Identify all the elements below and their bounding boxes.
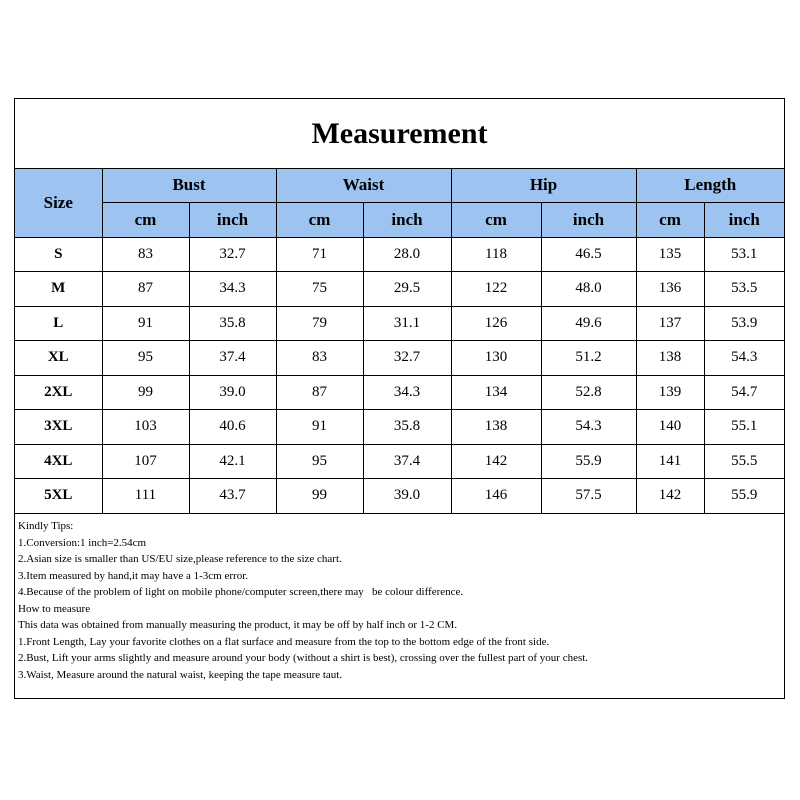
table-cell: 79: [276, 306, 363, 341]
table-cell: 32.7: [363, 341, 451, 376]
tip-line: 2.Bust, Lift your arms slightly and measure around your body (without a shirt is best), crossing over the fullest part of your chest.: [18, 652, 589, 664]
table-cell: 75: [276, 272, 363, 307]
table-cell: 139: [636, 375, 704, 410]
table-cell: 91: [102, 306, 189, 341]
table-cell: 55.9: [704, 479, 784, 514]
size-label: L: [15, 306, 102, 341]
table-cell: 35.8: [189, 306, 276, 341]
table-cell: 111: [102, 479, 189, 514]
table-row: [15, 306, 784, 341]
unit-header-cm: cm: [636, 202, 704, 237]
size-column-header: Size: [15, 169, 102, 237]
table-cell: 83: [276, 341, 363, 376]
size-label: S: [15, 237, 102, 272]
table-cell: 43.7: [189, 479, 276, 514]
table-cell: 55.5: [704, 444, 784, 479]
table-cell: 31.1: [363, 306, 451, 341]
table-cell: 42.1: [189, 444, 276, 479]
table-cell: 99: [276, 479, 363, 514]
table-cell: 134: [451, 375, 541, 410]
table-row: [15, 479, 784, 514]
table-cell: 54.3: [704, 341, 784, 376]
table-row: [15, 375, 784, 410]
waist-header: Waist: [276, 169, 451, 202]
table-cell: 142: [451, 444, 541, 479]
header-row-groups: [15, 169, 784, 202]
unit-header-inch: inch: [704, 202, 784, 237]
tip-line: 3.Waist, Measure around the natural waist, keeping the tape measure taut.: [18, 668, 343, 681]
table-cell: 126: [451, 306, 541, 341]
table-cell: 118: [451, 237, 541, 272]
table-cell: 146: [451, 479, 541, 514]
unit-header-cm: cm: [276, 202, 363, 237]
table-cell: 54.7: [704, 375, 784, 410]
tip-line: 1.Conversion:1 inch=2.54cm: [18, 536, 147, 549]
tip-line: 3.Item measured by hand,it may have a 1-3cm error.: [18, 569, 249, 582]
table-row: [15, 444, 784, 479]
table-cell: 141: [636, 444, 704, 479]
size-label: 4XL: [15, 444, 102, 479]
table-cell: 71: [276, 237, 363, 272]
table-cell: 87: [276, 375, 363, 410]
unit-header-inch: inch: [363, 202, 451, 237]
table-cell: 29.5: [363, 272, 451, 307]
unit-header-inch: inch: [189, 202, 276, 237]
table-cell: 87: [102, 272, 189, 307]
table-row: [15, 341, 784, 376]
table-cell: 83: [102, 237, 189, 272]
table-cell: 53.1: [704, 237, 784, 272]
size-label: M: [15, 272, 102, 307]
size-label: XL: [15, 341, 102, 376]
table-cell: 136: [636, 272, 704, 307]
unit-header-cm: cm: [451, 202, 541, 237]
table-cell: 95: [102, 341, 189, 376]
tip-line: 1.Front Length, Lay your favorite clothes on a flat surface and measure from the top to the bottom edge of the front side.: [18, 635, 550, 648]
table-cell: 35.8: [363, 410, 451, 445]
table-cell: 99: [102, 375, 189, 410]
header-row-units: [15, 202, 784, 237]
table-cell: 49.6: [541, 306, 636, 341]
table-cell: 40.6: [189, 410, 276, 445]
bust-header: Bust: [102, 169, 276, 202]
size-label: 2XL: [15, 375, 102, 410]
tips-section: [18, 518, 778, 683]
table-row: [15, 410, 784, 445]
tip-line: 4.Because of the problem of light on mobile phone/computer screen,there may be colour difference.: [18, 586, 464, 598]
unit-header-inch: inch: [541, 202, 636, 237]
size-label: 5XL: [15, 479, 102, 514]
table-cell: 39.0: [189, 375, 276, 410]
tip-line: How to measure: [18, 602, 91, 615]
table-cell: 138: [636, 341, 704, 376]
table-row: [15, 237, 784, 272]
table-cell: 52.8: [541, 375, 636, 410]
table-cell: 53.9: [704, 306, 784, 341]
table-cell: 138: [451, 410, 541, 445]
table-cell: 46.5: [541, 237, 636, 272]
table-cell: 55.1: [704, 410, 784, 445]
size-table: [15, 169, 784, 514]
table-cell: 32.7: [189, 237, 276, 272]
table-cell: 34.3: [363, 375, 451, 410]
size-label: 3XL: [15, 410, 102, 445]
table-cell: 135: [636, 237, 704, 272]
table-cell: 103: [102, 410, 189, 445]
table-cell: 37.4: [189, 341, 276, 376]
table-cell: 57.5: [541, 479, 636, 514]
measurement-chart: [14, 98, 785, 699]
table-cell: 34.3: [189, 272, 276, 307]
table-cell: 48.0: [541, 272, 636, 307]
table-cell: 39.0: [363, 479, 451, 514]
unit-header-cm: cm: [102, 202, 189, 237]
table-cell: 122: [451, 272, 541, 307]
table-cell: 107: [102, 444, 189, 479]
table-cell: 140: [636, 410, 704, 445]
table-cell: 137: [636, 306, 704, 341]
table-cell: 55.9: [541, 444, 636, 479]
table-cell: 130: [451, 341, 541, 376]
table-cell: 95: [276, 444, 363, 479]
page-title: Measurement: [15, 99, 784, 169]
table-cell: 53.5: [704, 272, 784, 307]
tip-line: Kindly Tips:: [18, 520, 74, 532]
tip-line: 2.Asian size is smaller than US/EU size,please reference to the size chart.: [18, 553, 342, 565]
tip-line: This data was obtained from manually measuring the product, it may be off by half inch or 1-2 CM.: [18, 619, 458, 631]
table-cell: 51.2: [541, 341, 636, 376]
length-header: Length: [636, 169, 784, 202]
table-cell: 91: [276, 410, 363, 445]
table-row: [15, 272, 784, 307]
table-cell: 142: [636, 479, 704, 514]
table-cell: 28.0: [363, 237, 451, 272]
table-cell: 54.3: [541, 410, 636, 445]
hip-header: Hip: [451, 169, 636, 202]
table-cell: 37.4: [363, 444, 451, 479]
